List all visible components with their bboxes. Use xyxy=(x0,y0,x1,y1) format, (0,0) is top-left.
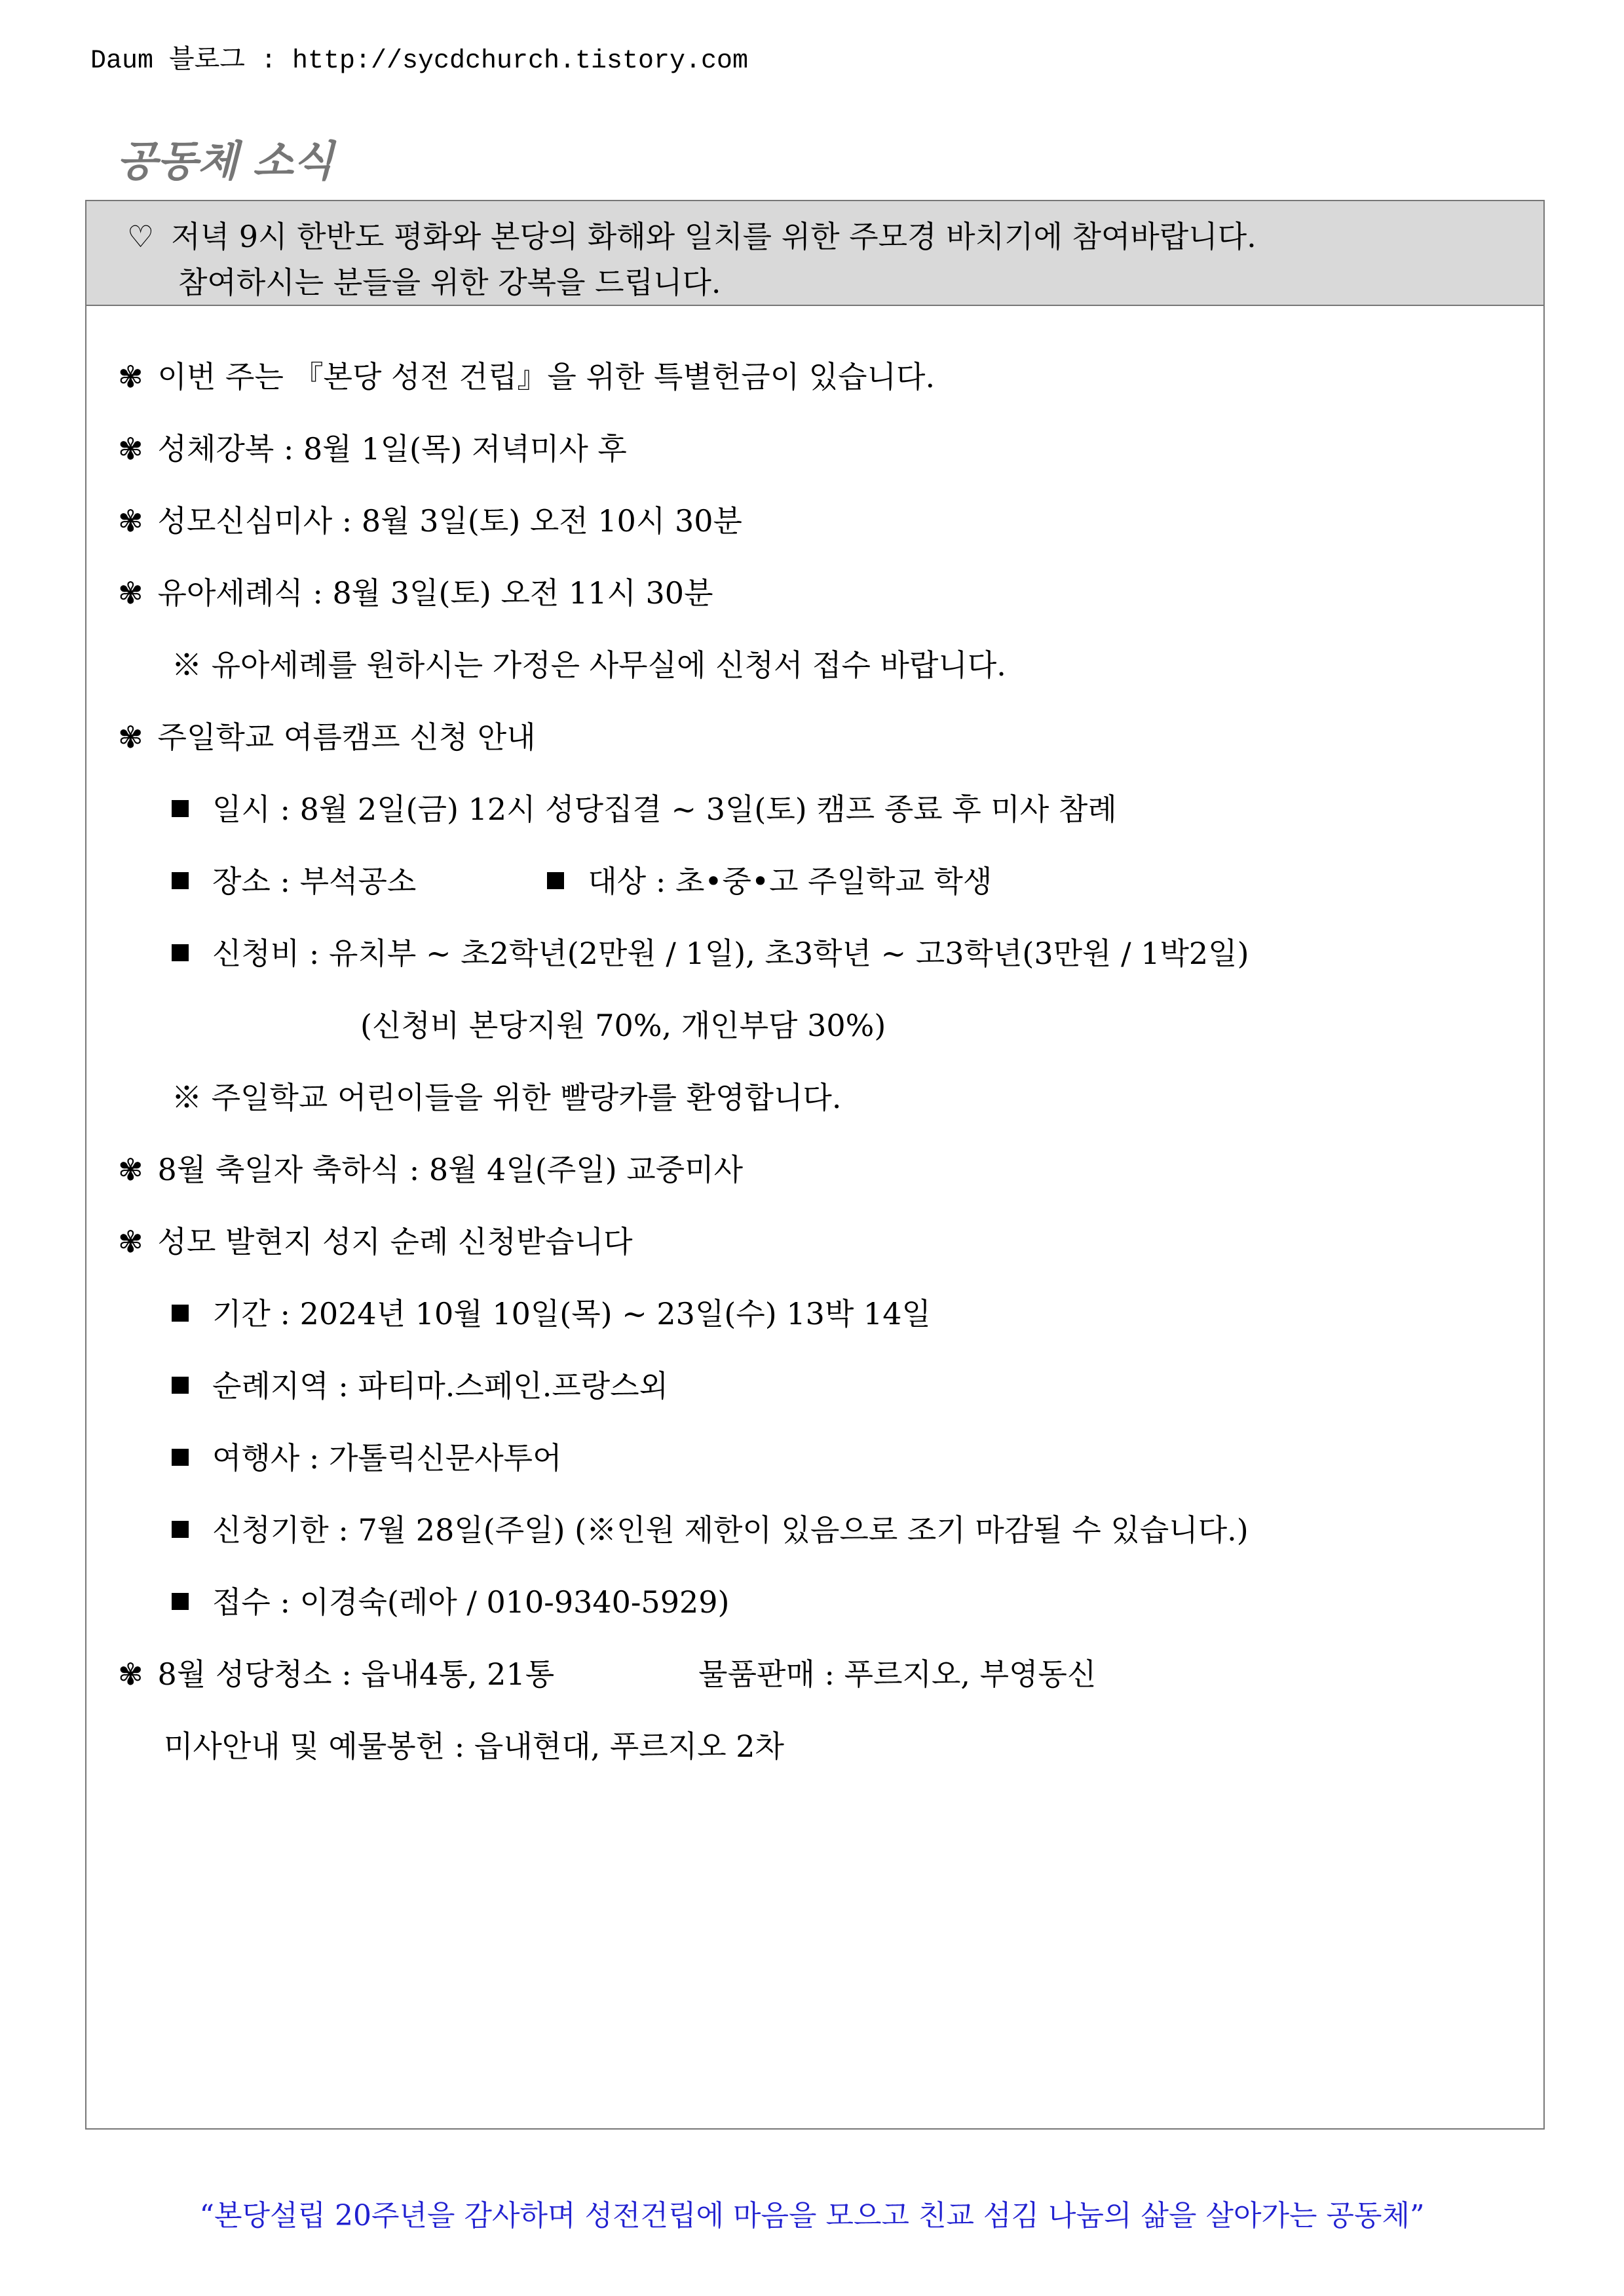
list-item: ✾ 성모신심미사 : 8월 3일(토) 오전 10시 30분 xyxy=(118,503,742,539)
list-item: 미사안내 및 예물봉헌 : 읍내현대, 푸르지오 2차 xyxy=(164,1729,784,1764)
list-item: ✾ 성모 발현지 성지 순례 신청받습니다 xyxy=(118,1224,633,1259)
news-box xyxy=(85,200,1545,2130)
square-bullet-icon xyxy=(172,1449,189,1466)
note-line: ※ 유아세례를 원하시는 가정은 사무실에 신청서 접수 바랍니다. xyxy=(172,647,1006,683)
sub-item: 접수 : 이경숙(레아 / 010-9340-5929) xyxy=(172,1578,729,1622)
flower-bullet-icon: ✾ xyxy=(118,1224,143,1259)
list-item: ✾ 이번 주는 『본당 성전 건립』을 위한 특별헌금이 있습니다. xyxy=(118,359,935,394)
list-item: ✾ 유아세례식 : 8월 3일(토) 오전 11시 30분 xyxy=(118,575,713,611)
square-bullet-icon xyxy=(547,872,564,889)
square-bullet-icon xyxy=(172,872,189,889)
sub-item: 일시 : 8월 2일(금) 12시 성당집결 ~ 3일(토) 캠프 종료 후 미사 참례 xyxy=(172,786,1117,829)
flower-bullet-icon: ✾ xyxy=(118,719,143,755)
list-item: ✾ 성체강복 : 8월 1일(목) 저녁미사 후 xyxy=(118,431,627,467)
sub-item: 기간 : 2024년 10월 10일(목) ~ 23일(수) 13박 14일 xyxy=(172,1290,931,1333)
square-bullet-icon xyxy=(172,1377,189,1394)
sub-item: 신청기한 : 7월 28일(주일) (※인원 제한이 있음으로 조기 마감될 수 있습니다.) xyxy=(172,1506,1249,1550)
banner-line-1 xyxy=(127,213,1256,256)
banner-line-2: 참여하시는 분들을 위한 강복을 드립니다. xyxy=(178,265,721,300)
flower-bullet-icon: ✾ xyxy=(118,359,143,394)
sub-item: 장소 : 부석공소 대상 : 초•중•고 주일학교 학생 xyxy=(172,858,992,901)
square-bullet-icon xyxy=(172,1305,189,1322)
square-bullet-icon xyxy=(172,1593,189,1610)
prayer-banner xyxy=(86,201,1543,306)
square-bullet-icon xyxy=(172,1521,189,1538)
flower-bullet-icon: ✾ xyxy=(118,575,143,611)
flower-bullet-icon: ✾ xyxy=(118,431,143,467)
flower-bullet-icon: ✾ xyxy=(118,1152,143,1187)
note-line: ※ 주일학교 어린이들을 위한 빨랑카를 환영합니다. xyxy=(172,1080,842,1115)
parish-motto: “본당설립 20주년을 감사하며 성전건립에 마음을 모으고 친교 섬김 나눔의 삶을 살아가는 공동체” xyxy=(199,2199,1425,2232)
sub-item: 순례지역 : 파티마.스페인.프랑스외 xyxy=(172,1362,668,1406)
list-item: ✾ 8월 성당청소 : 읍내4통, 21통 물품판매 : 푸르지오, 부영동신 xyxy=(118,1656,1097,1692)
square-bullet-icon xyxy=(172,800,189,817)
flower-bullet-icon: ✾ xyxy=(118,503,143,539)
sub-item: 여행사 : 가톨릭신문사투어 xyxy=(172,1434,562,1478)
note-line: (신청비 본당지원 70%, 개인부담 30%) xyxy=(360,1008,886,1043)
heart-icon: ♡ xyxy=(127,219,155,254)
sub-item: 신청비 : 유치부 ~ 초2학년(2만원 / 1일), 초3학년 ~ 고3학년(3만원 / 1박2일) xyxy=(172,930,1249,973)
list-item: ✾ 8월 축일자 축하식 : 8월 4일(주일) 교중미사 xyxy=(118,1152,744,1187)
square-bullet-icon xyxy=(172,944,189,961)
banner-text-1: 저녁 9시 한반도 평화와 본당의 화해와 일치를 위한 주모경 바치기에 참여바랍니다. xyxy=(171,219,1256,254)
section-title: 공동체 소식 xyxy=(117,138,334,186)
blog-url-header: Daum 블로그 : http://sycdchurch.tistory.com xyxy=(90,47,749,76)
flower-bullet-icon: ✾ xyxy=(118,1656,143,1692)
list-item: ✾ 주일학교 여름캠프 신청 안내 xyxy=(118,719,536,755)
